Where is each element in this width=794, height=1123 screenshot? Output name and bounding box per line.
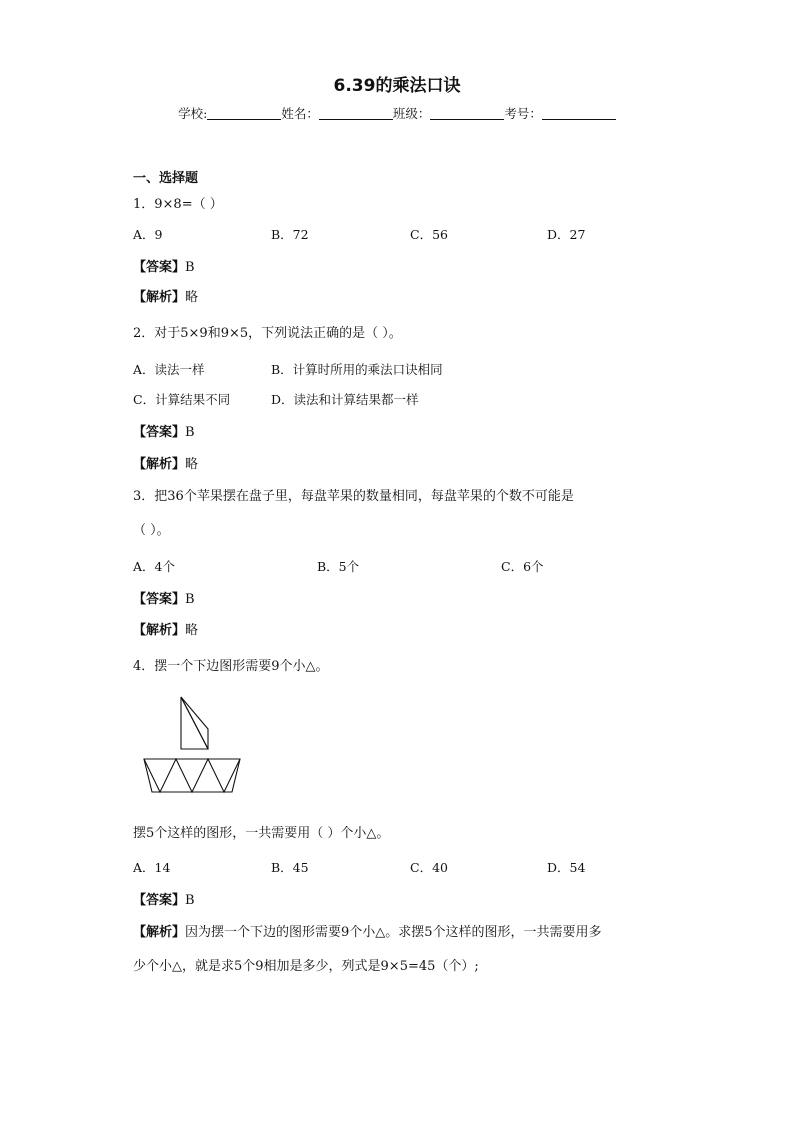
sail-triangles bbox=[181, 697, 208, 749]
question-3-stem-cont: （ ）。 bbox=[133, 523, 170, 538]
analysis-label: 【解析】 bbox=[133, 457, 186, 472]
q4-option-d: D．54 bbox=[547, 860, 586, 875]
question-2-stem: 2．对于5×9和9×5，下列说法正确的是（ ）。 bbox=[133, 326, 402, 341]
q4-answer bbox=[133, 889, 195, 908]
q1-option-a: A．9 bbox=[133, 227, 163, 242]
sailboat-triangles-figure bbox=[140, 694, 244, 794]
answer-value: B bbox=[185, 260, 195, 275]
name-blank bbox=[319, 107, 393, 120]
hull-triangles bbox=[144, 759, 240, 792]
school-label: 学校: bbox=[178, 106, 208, 121]
number-blank bbox=[542, 107, 616, 120]
analysis-text: 略 bbox=[185, 290, 199, 305]
q1-analysis bbox=[133, 286, 198, 305]
q3-option-a: A．4个 bbox=[133, 559, 175, 574]
question-3-stem: 3．把36个苹果摆在盘子里，每盘苹果的数量相同，每盘苹果的个数不可能是 bbox=[133, 489, 574, 504]
q2-option-a: A．读法一样 bbox=[133, 362, 205, 377]
analysis-text: 略 bbox=[185, 623, 199, 638]
answer-label: 【答案】 bbox=[133, 260, 186, 275]
answer-value: B bbox=[185, 425, 195, 440]
analysis-label: 【解析】 bbox=[133, 290, 186, 305]
q1-option-c: C．56 bbox=[410, 227, 448, 242]
number-label: 考号： bbox=[504, 106, 542, 121]
q1-option-b: B．72 bbox=[271, 227, 309, 242]
page-title: 6.39的乘法口诀 bbox=[333, 76, 461, 96]
analysis-text-line-1: 因为摆一个下边的图形需要9个小△。求摆5个这样的图形，一共需要用多 bbox=[185, 925, 602, 940]
q4-analysis-line-2: 少个小△，就是求5个9相加是多少，列式是9×5=45（个）; bbox=[133, 959, 479, 974]
answer-label: 【答案】 bbox=[133, 893, 186, 908]
class-label: 班级： bbox=[392, 106, 431, 121]
q4-option-c: C．40 bbox=[410, 860, 448, 875]
q1-answer bbox=[133, 256, 195, 275]
question-4-stem: 4．摆一个下边图形需要9个小△。 bbox=[133, 659, 329, 674]
sail-triangle bbox=[181, 697, 208, 749]
class-blank bbox=[430, 107, 504, 120]
q3-analysis bbox=[133, 619, 198, 638]
q3-option-c: C．6个 bbox=[501, 559, 544, 574]
answer-value: B bbox=[185, 893, 195, 908]
q2-option-b: B．计算时所用的乘法口诀相同 bbox=[271, 362, 443, 377]
q2-option-c: C．计算结果不同 bbox=[133, 392, 231, 407]
analysis-label: 【解析】 bbox=[133, 925, 186, 940]
hull-zigzag bbox=[144, 759, 240, 792]
question-1-stem: 1．9×8=（ ） bbox=[133, 197, 223, 212]
school-blank bbox=[207, 107, 281, 120]
q4-option-b: B．45 bbox=[271, 860, 309, 875]
q4-analysis bbox=[133, 921, 602, 940]
name-label: 姓名： bbox=[281, 106, 319, 121]
section-heading: 一、选择题 bbox=[133, 171, 199, 186]
student-info-row bbox=[0, 104, 794, 122]
answer-value: B bbox=[185, 592, 195, 607]
q3-option-b: B．5个 bbox=[317, 559, 360, 574]
q2-analysis bbox=[133, 453, 198, 472]
answer-label: 【答案】 bbox=[133, 592, 186, 607]
answer-label: 【答案】 bbox=[133, 425, 186, 440]
q1-option-d: D．27 bbox=[547, 227, 586, 242]
analysis-label: 【解析】 bbox=[133, 623, 186, 638]
q3-answer bbox=[133, 588, 195, 607]
q2-option-d: D．读法和计算结果都一样 bbox=[271, 392, 419, 407]
analysis-text: 略 bbox=[185, 457, 199, 472]
q2-answer bbox=[133, 421, 195, 440]
q4-option-a: A．14 bbox=[133, 860, 171, 875]
question-4-stem-2: 摆5个这样的图形，一共需要用（ ）个小△。 bbox=[133, 826, 390, 841]
hull-outline bbox=[144, 759, 240, 792]
